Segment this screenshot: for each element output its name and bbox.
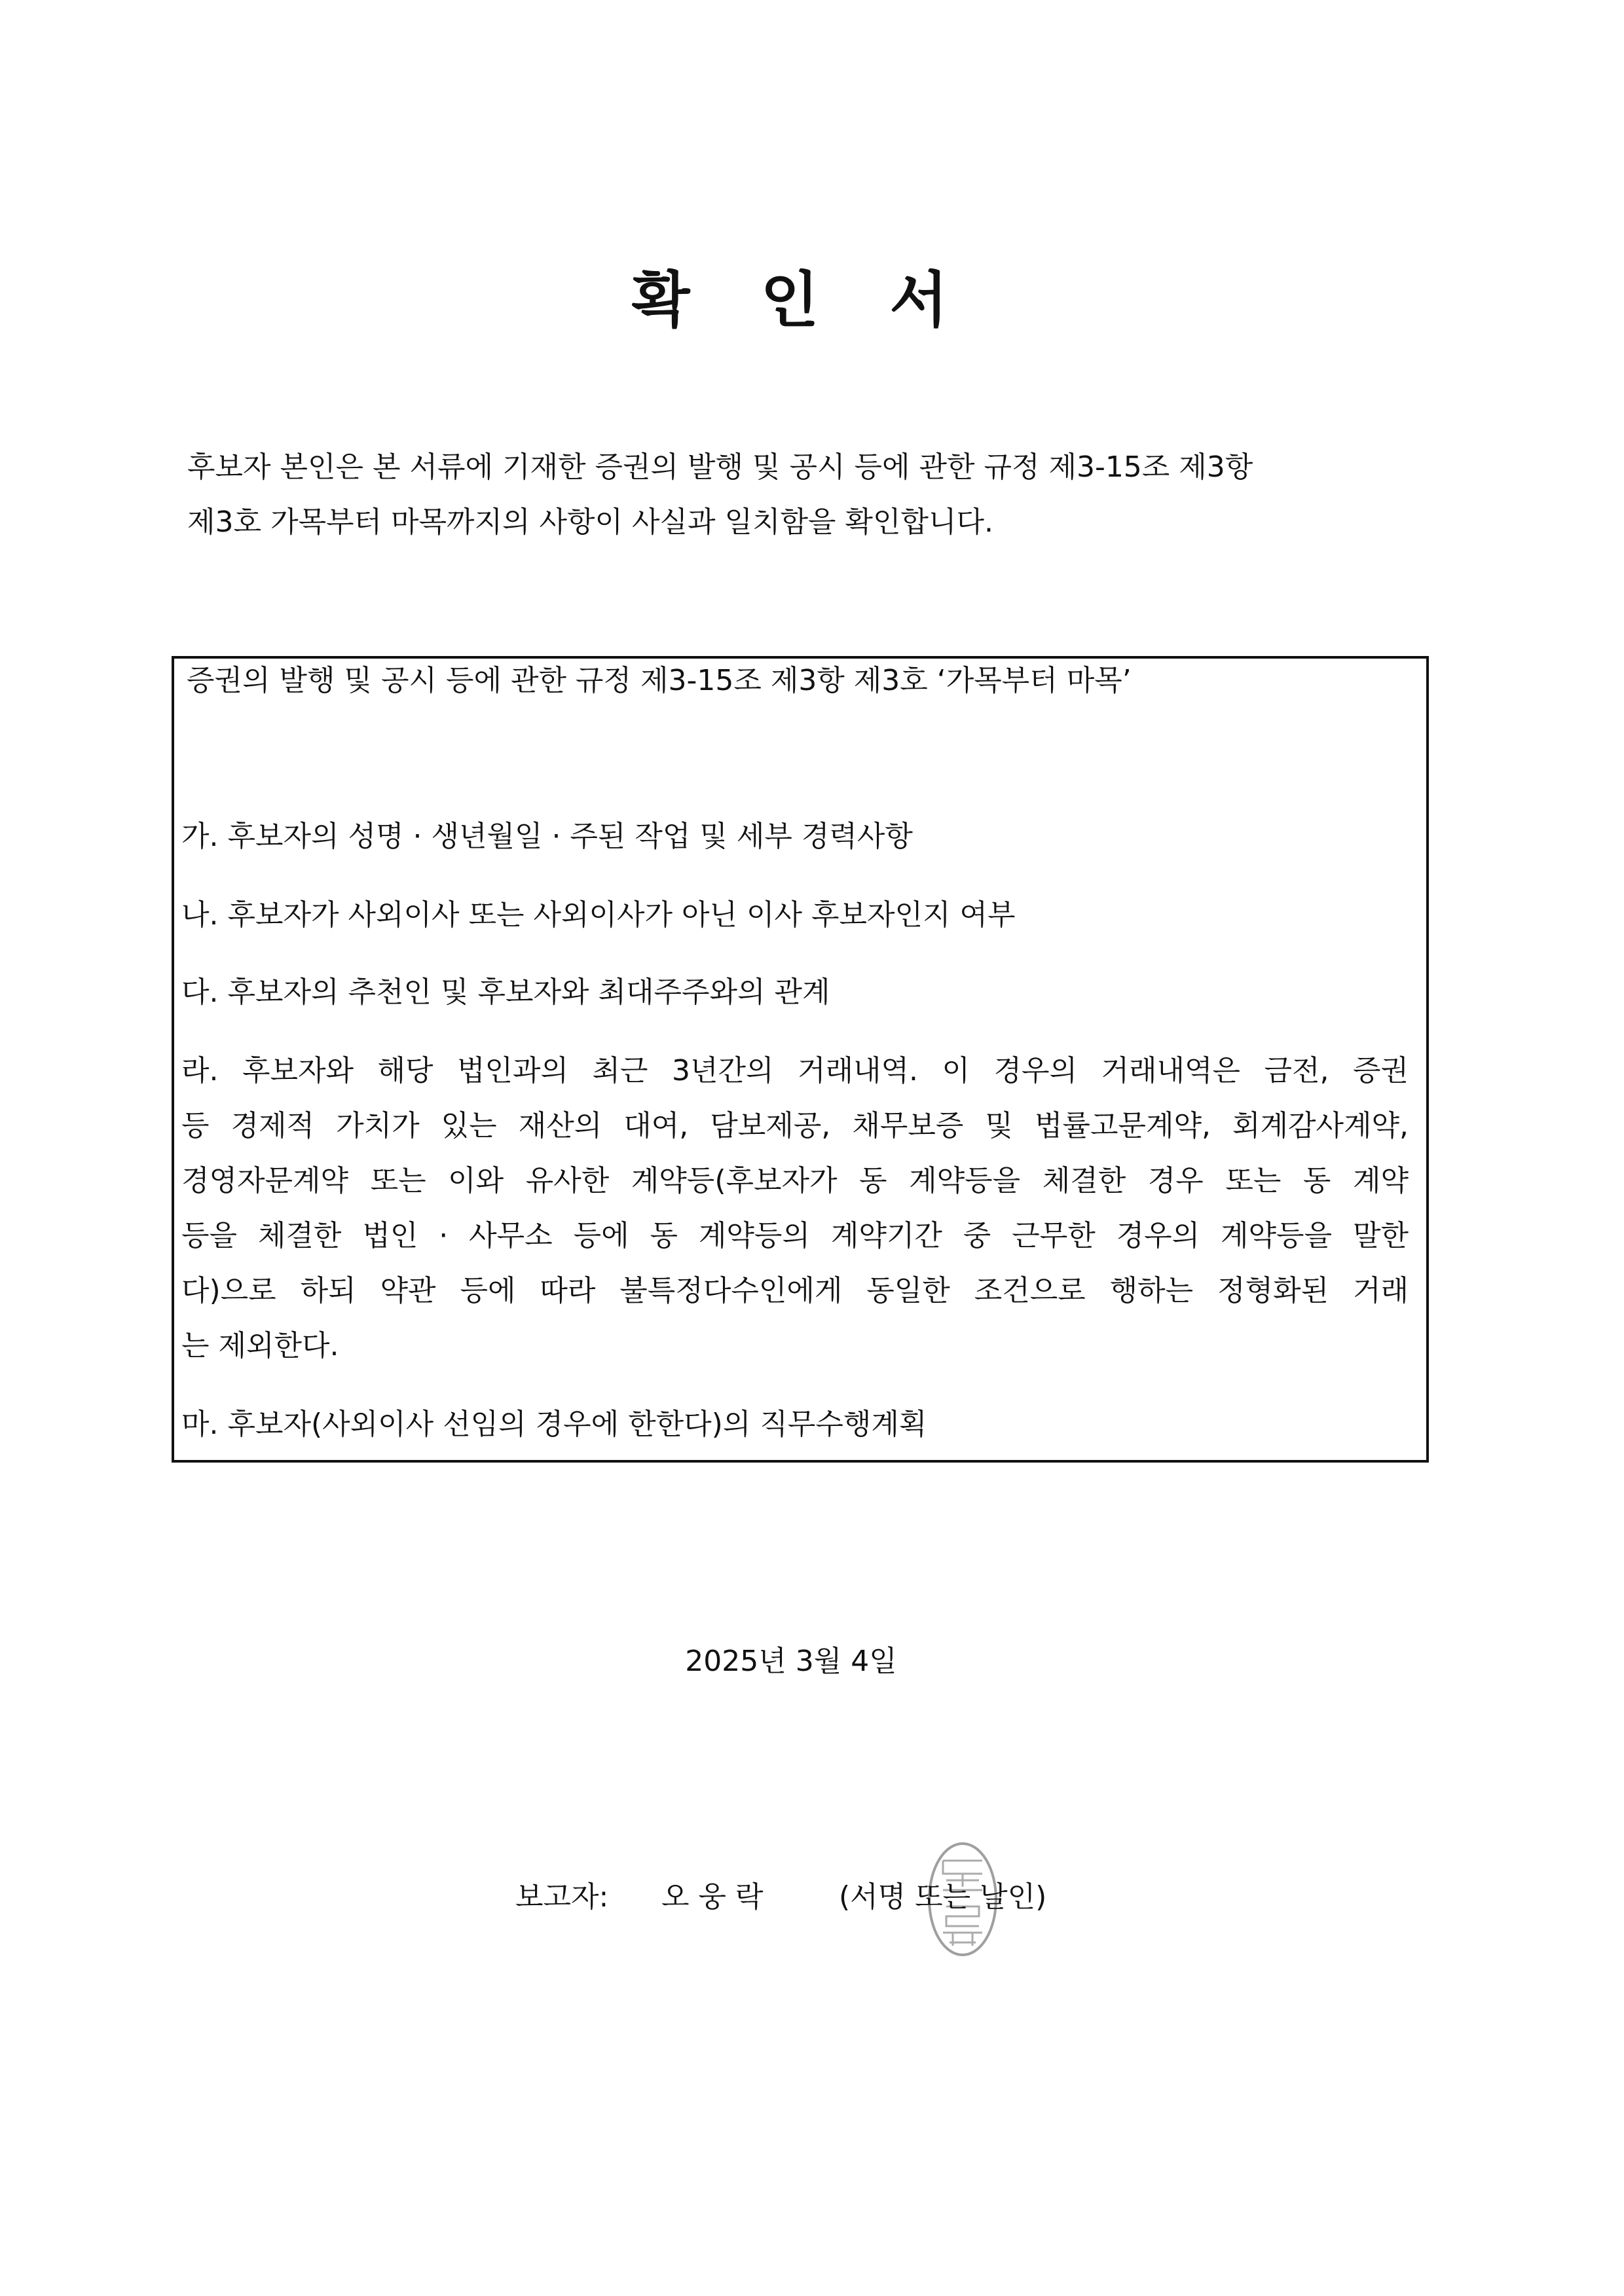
intro-line-2: 제3호 가목부터 마목까지의 사항이 사실과 일치함을 확인합니다.	[187, 505, 993, 539]
item-ga: 가. 후보자의 성명 · 생년월일 · 주된 작업 및 세부 경력사항	[181, 820, 913, 853]
item-ra-line-2: 등 경제적 가치가 있는 재산의 대여, 담보제공, 채무보증 및 법률고문계약, 회계감사계약,	[181, 1109, 1409, 1142]
document-title: 확 인 서	[631, 265, 973, 335]
box-header: 증권의 발행 및 공시 등에 관한 규정 제3-15조 제3항 제3호 ‘가목부터 마목’	[187, 664, 1132, 697]
item-ra-line-3: 경영자문계약 또는 이와 유사한 계약등(후보자가 동 계약등을 체결한 경우 또는 동 계약	[181, 1164, 1409, 1197]
item-ma: 마. 후보자(사외이사 선임의 경우에 한한다)의 직무수행계획	[181, 1408, 927, 1441]
signature-note: (서명 또는 날인)	[839, 1880, 1047, 1914]
item-ra-line-6: 는 제외한다.	[181, 1329, 339, 1362]
item-na: 나. 후보자가 사외이사 또는 사외이사가 아닌 이사 후보자인지 여부	[181, 898, 1016, 932]
intro-line-1: 후보자 본인은 본 서류에 기재한 증권의 발행 및 공시 등에 관한 규정 제3-15조 제3항	[187, 450, 1253, 484]
item-ra-line-1: 라. 후보자와 해당 법인과의 최근 3년간의 거래내역. 이 경우의 거래내역은 금전, 증권	[181, 1054, 1409, 1087]
document-date: 2025년 3월 4일	[685, 1645, 897, 1678]
reporter-name: 오 웅 락	[661, 1880, 764, 1914]
item-da: 다. 후보자의 추천인 및 후보자와 최대주주와의 관계	[181, 975, 830, 1009]
reporter-label: 보고자:	[515, 1880, 609, 1914]
item-ra-line-4: 등을 체결한 법인 · 사무소 등에 동 계약등의 계약기간 중 근무한 경우의 계약등을 말한	[181, 1219, 1409, 1252]
item-ra-line-5: 다)으로 하되 약관 등에 따라 불특정다수인에게 동일한 조건으로 행하는 정형화된 거래	[181, 1274, 1409, 1307]
